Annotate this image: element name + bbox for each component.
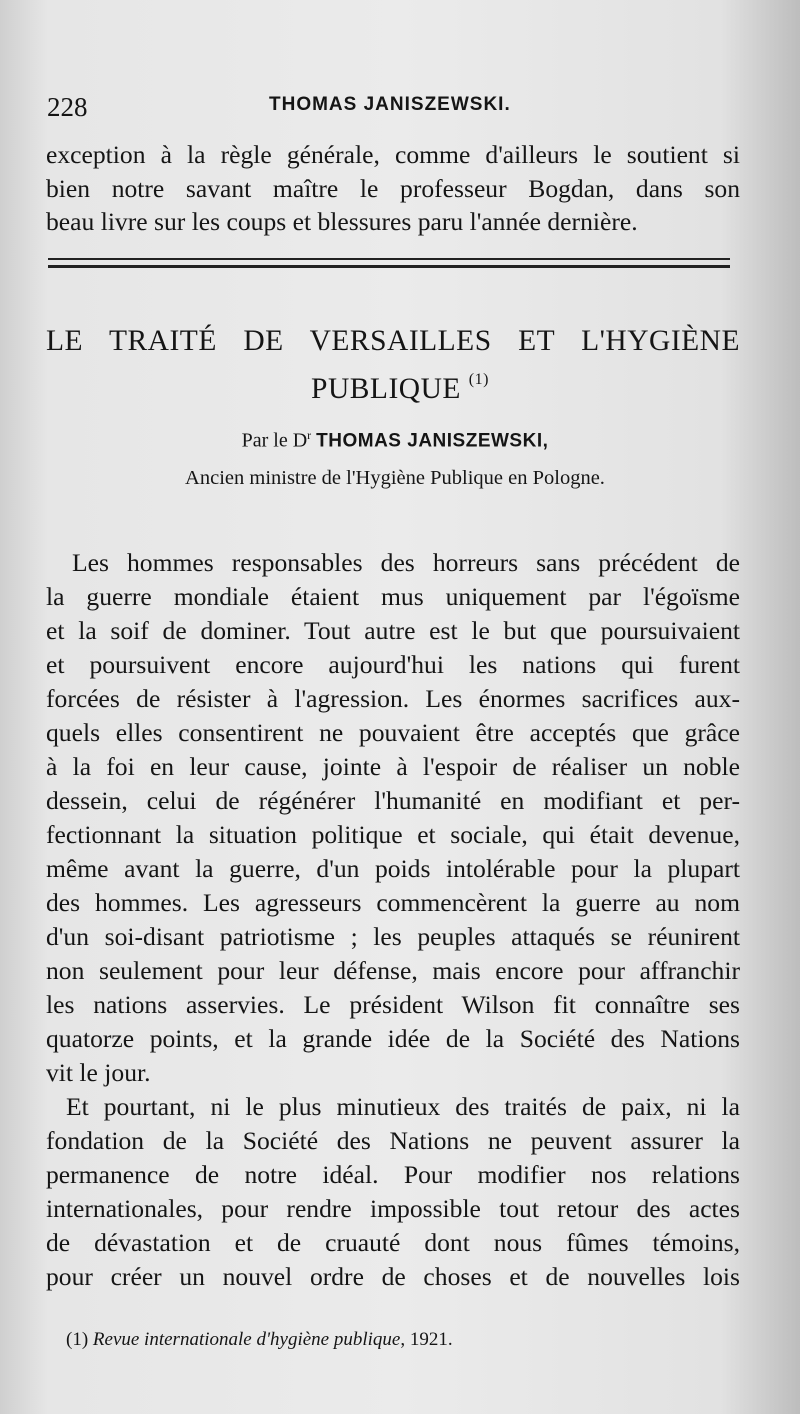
body-line: fectionnant la situation politique et sociale, qui était devenue, bbox=[46, 820, 740, 849]
body-line: et poursuivent encore aujourd'hui les nations qui furent bbox=[46, 650, 740, 679]
body-line: fondation de la Société des Nations ne peuvent assurer la bbox=[46, 1126, 740, 1155]
body-line: Les hommes responsables des horreurs sans précédent de bbox=[72, 548, 740, 577]
body-line: les nations asservies. Le président Wilson fit connaître ses bbox=[46, 990, 740, 1019]
body-line: d'un soi-disant patriotisme ; les peuples attaqués se réunirent bbox=[46, 922, 740, 951]
byline-prefix: Par le D bbox=[241, 429, 308, 452]
article-title-line2 bbox=[0, 362, 800, 407]
body-line: dessein, celui de régénérer l'humanité en modifiant et per- bbox=[46, 786, 740, 815]
body-line: forcées de résister à l'agression. Les énormes sacrifices aux- bbox=[46, 684, 740, 713]
author-name: THOMAS JANISZEWSKI, bbox=[316, 430, 549, 452]
body-line: non seulement pour leur défense, mais encore pour affranchir bbox=[46, 956, 740, 985]
footnote-marker: (1) bbox=[66, 1329, 89, 1350]
body-line: Et pourtant, ni le plus minutieux des traités de paix, ni la bbox=[66, 1092, 740, 1121]
footnote-year: , 1921. bbox=[400, 1329, 453, 1350]
section-divider-thick bbox=[48, 265, 730, 268]
intro-line: bien notre savant maître le professeur Bogdan, dans son bbox=[46, 174, 740, 203]
running-title: THOMAS JANISZEWSKI. bbox=[269, 94, 511, 115]
footnote bbox=[66, 1329, 453, 1351]
page-number: 228 bbox=[47, 92, 88, 122]
body-line: permanence de notre idéal. Pour modifier nos relations bbox=[46, 1160, 740, 1189]
intro-line: exception à la règle générale, comme d'ailleurs le soutient si bbox=[46, 140, 740, 169]
body-line: quatorze points, et la grande idée de la Société des Nations bbox=[46, 1024, 740, 1053]
article-title-line1: LE TRAITÉ DE VERSAILLES ET L'HYGIÈNE bbox=[46, 325, 740, 357]
byline bbox=[0, 428, 790, 453]
footnote-source: Revue internationale d'hygiène publique bbox=[92, 1329, 401, 1350]
body-line: la guerre mondiale étaient mus uniquement par l'égoïsme bbox=[46, 582, 740, 611]
body-line: pour créer un nouvel ordre de choses et de nouvelles lois bbox=[46, 1262, 740, 1291]
byline-sup: r bbox=[307, 428, 312, 442]
body-line: internationales, pour rendre impossible tout retour des actes bbox=[46, 1194, 740, 1223]
body-line: vit le jour. bbox=[46, 1058, 151, 1087]
intro-line: beau livre sur les coups et blessures paru l'année dernière. bbox=[46, 207, 638, 236]
body-line: quels elles consentirent ne pouvaient être acceptés que grâce bbox=[46, 718, 740, 747]
author-affiliation: Ancien ministre de l'Hygiène Publique en Pologne. bbox=[185, 467, 605, 489]
body-line: même avant la guerre, d'un poids intolérable pour la plupart bbox=[46, 854, 740, 883]
body-line: à la foi en leur cause, jointe à l'espoir de réaliser un noble bbox=[46, 752, 740, 781]
body-line: et la soif de dominer. Tout autre est le but que poursuivaient bbox=[46, 616, 740, 645]
running-header bbox=[47, 92, 737, 126]
section-divider-thin bbox=[48, 258, 730, 260]
article-title-word: PUBLIQUE bbox=[311, 373, 461, 405]
title-footnote-marker: (1) bbox=[468, 371, 489, 388]
body-line: de dévastation et de cruauté dont nous fûmes témoins, bbox=[46, 1228, 740, 1257]
body-line: des hommes. Les agresseurs commencèrent la guerre au nom bbox=[46, 888, 740, 917]
